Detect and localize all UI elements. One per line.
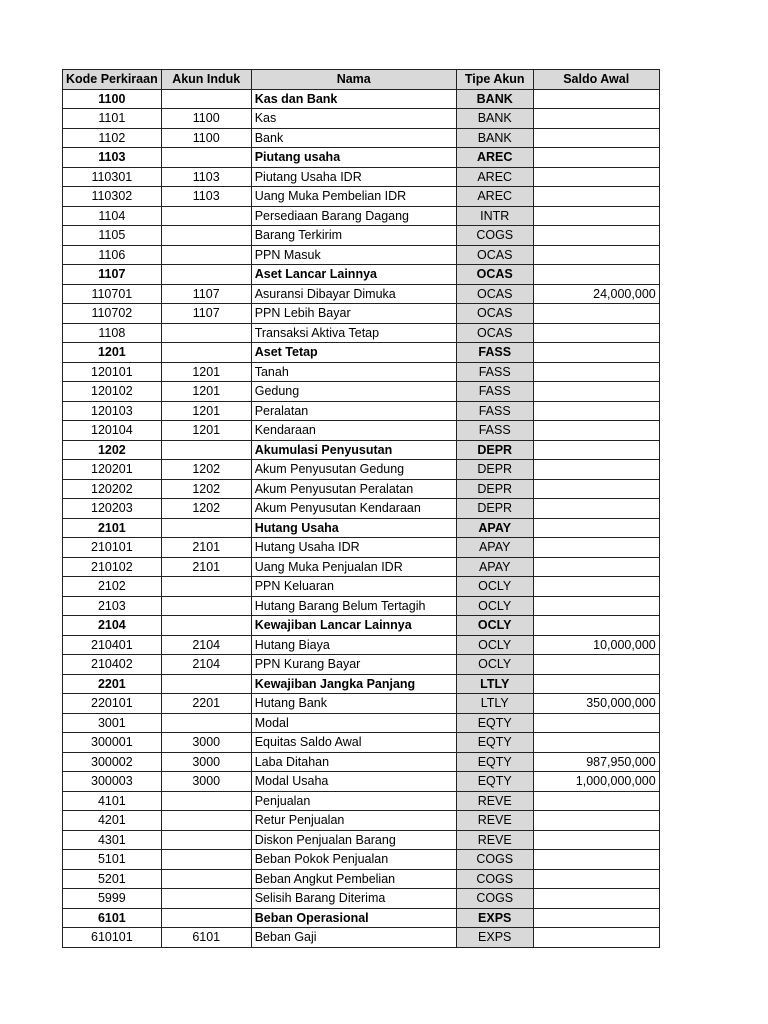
parent-account-cell [161,908,251,928]
parent-account-cell [161,245,251,265]
table-row [63,440,660,460]
account-code-cell: 610101 [63,928,162,948]
opening-balance-cell [533,850,659,870]
opening-balance-cell [533,148,659,168]
opening-balance-cell [533,733,659,753]
opening-balance-cell [533,596,659,616]
table-row [63,148,660,168]
account-type-cell: DEPR [456,460,533,480]
opening-balance-cell [533,421,659,441]
account-name-cell: Selisih Barang Diterima [251,889,456,909]
account-type-cell: FASS [456,343,533,363]
table-row [63,869,660,889]
parent-account-cell [161,148,251,168]
table-row [63,830,660,850]
account-name-cell: Akum Penyusutan Peralatan [251,479,456,499]
account-code-cell: 6101 [63,908,162,928]
parent-account-cell: 3000 [161,733,251,753]
account-code-cell: 4101 [63,791,162,811]
account-code-cell: 4301 [63,830,162,850]
table-row [63,791,660,811]
opening-balance-cell [533,869,659,889]
account-type-cell: OCLY [456,577,533,597]
account-type-cell: OCAS [456,323,533,343]
parent-account-cell [161,713,251,733]
opening-balance-cell [533,128,659,148]
account-code-cell: 5101 [63,850,162,870]
opening-balance-cell [533,382,659,402]
table-row [63,343,660,363]
table-row [63,557,660,577]
parent-account-cell [161,889,251,909]
parent-account-cell: 2101 [161,538,251,558]
account-name-cell: Penjualan [251,791,456,811]
parent-account-cell [161,89,251,109]
parent-account-cell: 1201 [161,421,251,441]
account-name-cell: Equitas Saldo Awal [251,733,456,753]
account-name-cell: Hutang Biaya [251,635,456,655]
parent-account-cell: 1107 [161,284,251,304]
account-name-cell: Hutang Usaha IDR [251,538,456,558]
account-type-cell: EQTY [456,772,533,792]
table-row [63,128,660,148]
table-row [63,421,660,441]
header-row [63,70,660,90]
table-row [63,596,660,616]
opening-balance-cell [533,791,659,811]
account-name-cell: Barang Terkirim [251,226,456,246]
account-name-cell: Bank [251,128,456,148]
account-name-cell: Hutang Barang Belum Tertagih [251,596,456,616]
account-type-cell: OCLY [456,655,533,675]
table-row [63,908,660,928]
account-code-cell: 1108 [63,323,162,343]
account-code-cell: 220101 [63,694,162,714]
opening-balance-cell [533,265,659,285]
parent-account-cell: 1202 [161,460,251,480]
table-row [63,89,660,109]
account-code-cell: 1100 [63,89,162,109]
account-type-cell: EQTY [456,713,533,733]
parent-account-cell: 3000 [161,772,251,792]
parent-account-cell [161,323,251,343]
parent-account-cell [161,811,251,831]
account-name-cell: Tanah [251,362,456,382]
parent-account-cell: 2104 [161,655,251,675]
parent-account-cell: 2101 [161,557,251,577]
account-code-cell: 110702 [63,304,162,324]
parent-account-cell: 6101 [161,928,251,948]
account-code-cell: 4201 [63,811,162,831]
account-code-cell: 120202 [63,479,162,499]
opening-balance-cell [533,499,659,519]
table-row [63,245,660,265]
account-code-cell: 1101 [63,109,162,129]
account-type-cell: REVE [456,830,533,850]
table-row [63,479,660,499]
account-code-cell: 2104 [63,616,162,636]
account-type-cell: AREC [456,148,533,168]
table-row [63,674,660,694]
column-header-saldo-awal: Saldo Awal [533,70,659,90]
account-name-cell: Laba Ditahan [251,752,456,772]
account-name-cell: PPN Masuk [251,245,456,265]
account-type-cell: REVE [456,811,533,831]
account-name-cell: Diskon Penjualan Barang [251,830,456,850]
opening-balance-cell [533,304,659,324]
parent-account-cell: 1201 [161,362,251,382]
parent-account-cell [161,343,251,363]
account-code-cell: 210102 [63,557,162,577]
parent-account-cell: 1202 [161,499,251,519]
account-type-cell: EXPS [456,908,533,928]
parent-account-cell [161,596,251,616]
account-name-cell: Aset Tetap [251,343,456,363]
account-name-cell: Asuransi Dibayar Dimuka [251,284,456,304]
opening-balance-cell [533,518,659,538]
opening-balance-cell [533,713,659,733]
account-name-cell: Beban Operasional [251,908,456,928]
account-type-cell: LTLY [456,694,533,714]
table-row [63,616,660,636]
account-type-cell: LTLY [456,674,533,694]
account-type-cell: EQTY [456,733,533,753]
parent-account-cell [161,226,251,246]
table-row [63,460,660,480]
account-type-cell: DEPR [456,499,533,519]
account-name-cell: Piutang Usaha IDR [251,167,456,187]
parent-account-cell: 1103 [161,167,251,187]
account-type-cell: APAY [456,538,533,558]
opening-balance-cell [533,908,659,928]
table-row [63,167,660,187]
account-code-cell: 120101 [63,362,162,382]
parent-account-cell: 1100 [161,128,251,148]
account-name-cell: Hutang Usaha [251,518,456,538]
chart-of-accounts-table [62,69,660,948]
account-name-cell: Retur Penjualan [251,811,456,831]
opening-balance-cell [533,460,659,480]
account-code-cell: 300002 [63,752,162,772]
account-type-cell: COGS [456,889,533,909]
account-code-cell: 1202 [63,440,162,460]
opening-balance-cell: 24,000,000 [533,284,659,304]
account-code-cell: 120103 [63,401,162,421]
account-name-cell: Aset Lancar Lainnya [251,265,456,285]
table-row [63,635,660,655]
table-row [63,187,660,207]
opening-balance-cell [533,557,659,577]
account-name-cell: Peralatan [251,401,456,421]
account-type-cell: FASS [456,401,533,421]
parent-account-cell [161,791,251,811]
account-code-cell: 300001 [63,733,162,753]
parent-account-cell: 1103 [161,187,251,207]
parent-account-cell: 2104 [161,635,251,655]
account-code-cell: 1104 [63,206,162,226]
account-code-cell: 210401 [63,635,162,655]
account-type-cell: BANK [456,128,533,148]
account-type-cell: AREC [456,187,533,207]
account-code-cell: 3001 [63,713,162,733]
account-name-cell: PPN Kurang Bayar [251,655,456,675]
parent-account-cell: 1201 [161,401,251,421]
account-type-cell: BANK [456,109,533,129]
account-name-cell: Transaksi Aktiva Tetap [251,323,456,343]
account-code-cell: 110301 [63,167,162,187]
parent-account-cell: 1201 [161,382,251,402]
opening-balance-cell [533,655,659,675]
parent-account-cell: 2201 [161,694,251,714]
account-type-cell: DEPR [456,479,533,499]
table-row [63,226,660,246]
parent-account-cell: 1107 [161,304,251,324]
account-name-cell: PPN Lebih Bayar [251,304,456,324]
parent-account-cell [161,206,251,226]
table-row [63,265,660,285]
column-header-nama: Nama [251,70,456,90]
account-name-cell: Akumulasi Penyusutan [251,440,456,460]
account-code-cell: 210402 [63,655,162,675]
opening-balance-cell: 1,000,000,000 [533,772,659,792]
account-name-cell: Kas dan Bank [251,89,456,109]
parent-account-cell: 1202 [161,479,251,499]
parent-account-cell [161,869,251,889]
account-name-cell: Kewajiban Lancar Lainnya [251,616,456,636]
account-code-cell: 110302 [63,187,162,207]
table-row [63,362,660,382]
opening-balance-cell [533,674,659,694]
account-type-cell: OCLY [456,616,533,636]
account-code-cell: 1107 [63,265,162,285]
table-row [63,499,660,519]
account-name-cell: Beban Angkut Pembelian [251,869,456,889]
opening-balance-cell [533,109,659,129]
account-type-cell: COGS [456,850,533,870]
table-row [63,733,660,753]
account-type-cell: COGS [456,226,533,246]
account-name-cell: Uang Muka Penjualan IDR [251,557,456,577]
column-header-tipe-akun: Tipe Akun [456,70,533,90]
parent-account-cell [161,674,251,694]
account-code-cell: 2201 [63,674,162,694]
table-row [63,713,660,733]
table-row [63,518,660,538]
account-code-cell: 2103 [63,596,162,616]
table-row [63,538,660,558]
account-name-cell: PPN Keluaran [251,577,456,597]
opening-balance-cell [533,811,659,831]
account-code-cell: 110701 [63,284,162,304]
account-type-cell: INTR [456,206,533,226]
opening-balance-cell [533,187,659,207]
opening-balance-cell [533,343,659,363]
parent-account-cell [161,577,251,597]
table-row [63,752,660,772]
account-code-cell: 1106 [63,245,162,265]
table-row [63,655,660,675]
account-code-cell: 120102 [63,382,162,402]
table-row [63,577,660,597]
account-name-cell: Beban Gaji [251,928,456,948]
account-name-cell: Akum Penyusutan Gedung [251,460,456,480]
opening-balance-cell [533,245,659,265]
account-code-cell: 210101 [63,538,162,558]
parent-account-cell [161,830,251,850]
account-name-cell: Akum Penyusutan Kendaraan [251,499,456,519]
account-type-cell: OCLY [456,635,533,655]
opening-balance-cell [533,538,659,558]
account-type-cell: OCAS [456,265,533,285]
account-name-cell: Uang Muka Pembelian IDR [251,187,456,207]
opening-balance-cell [533,206,659,226]
opening-balance-cell [533,479,659,499]
table-row [63,889,660,909]
parent-account-cell: 1100 [161,109,251,129]
account-code-cell: 1105 [63,226,162,246]
opening-balance-cell [533,401,659,421]
table-row [63,772,660,792]
account-type-cell: REVE [456,791,533,811]
opening-balance-cell [533,226,659,246]
account-type-cell: EQTY [456,752,533,772]
opening-balance-cell [533,577,659,597]
account-name-cell: Modal [251,713,456,733]
account-code-cell: 2101 [63,518,162,538]
opening-balance-cell [533,323,659,343]
account-code-cell: 300003 [63,772,162,792]
account-type-cell: FASS [456,421,533,441]
account-type-cell: APAY [456,518,533,538]
table-row [63,694,660,714]
account-code-cell: 120201 [63,460,162,480]
opening-balance-cell: 350,000,000 [533,694,659,714]
account-code-cell: 5201 [63,869,162,889]
table-row [63,109,660,129]
account-type-cell: OCAS [456,284,533,304]
account-type-cell: EXPS [456,928,533,948]
opening-balance-cell [533,167,659,187]
account-code-cell: 1103 [63,148,162,168]
parent-account-cell [161,265,251,285]
account-name-cell: Kendaraan [251,421,456,441]
opening-balance-cell [533,928,659,948]
table-header [63,70,660,90]
table-row [63,811,660,831]
opening-balance-cell: 10,000,000 [533,635,659,655]
parent-account-cell [161,518,251,538]
account-code-cell: 1102 [63,128,162,148]
account-type-cell: AREC [456,167,533,187]
table-row [63,401,660,421]
opening-balance-cell [533,889,659,909]
opening-balance-cell [533,830,659,850]
opening-balance-cell [533,362,659,382]
account-type-cell: BANK [456,89,533,109]
account-name-cell: Kewajiban Jangka Panjang [251,674,456,694]
account-code-cell: 5999 [63,889,162,909]
account-type-cell: OCAS [456,245,533,265]
table-row [63,304,660,324]
account-code-cell: 1201 [63,343,162,363]
table-row [63,928,660,948]
table-row [63,850,660,870]
account-name-cell: Persediaan Barang Dagang [251,206,456,226]
account-name-cell: Modal Usaha [251,772,456,792]
account-type-cell: FASS [456,362,533,382]
table-row [63,382,660,402]
account-name-cell: Gedung [251,382,456,402]
opening-balance-cell: 987,950,000 [533,752,659,772]
account-name-cell: Kas [251,109,456,129]
account-type-cell: FASS [456,382,533,402]
table-row [63,206,660,226]
account-type-cell: OCLY [456,596,533,616]
table-row [63,323,660,343]
opening-balance-cell [533,440,659,460]
account-code-cell: 2102 [63,577,162,597]
account-name-cell: Hutang Bank [251,694,456,714]
opening-balance-cell [533,616,659,636]
account-code-cell: 120203 [63,499,162,519]
account-type-cell: OCAS [456,304,533,324]
account-type-cell: APAY [456,557,533,577]
account-type-cell: DEPR [456,440,533,460]
parent-account-cell [161,850,251,870]
column-header-kode-perkiraan: Kode Perkiraan [63,70,162,90]
parent-account-cell [161,440,251,460]
table-row [63,284,660,304]
account-type-cell: COGS [456,869,533,889]
opening-balance-cell [533,89,659,109]
account-name-cell: Piutang usaha [251,148,456,168]
account-name-cell: Beban Pokok Penjualan [251,850,456,870]
table-body [63,89,660,947]
parent-account-cell [161,616,251,636]
account-code-cell: 120104 [63,421,162,441]
parent-account-cell: 3000 [161,752,251,772]
column-header-akun-induk: Akun Induk [161,70,251,90]
